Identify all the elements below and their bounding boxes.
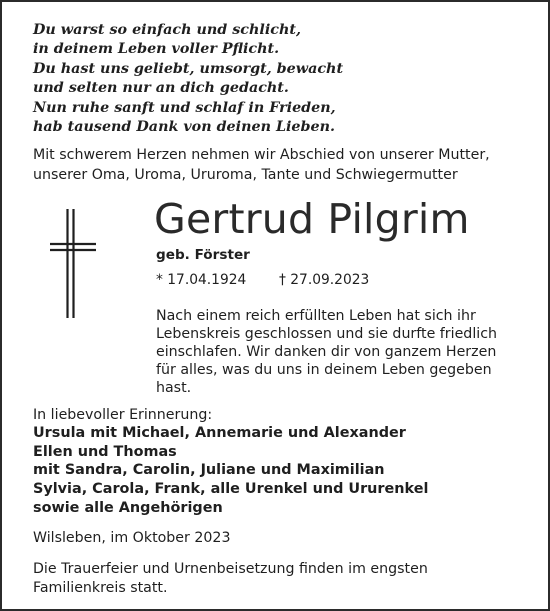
poem-line: in deinem Leben voller Pflicht. (33, 41, 280, 58)
death-date: † 27.09.2023 (279, 272, 370, 288)
mourner-line: Ursula mit Michael, Annemarie und Alexander (33, 425, 406, 441)
mourner-line: Ellen und Thomas (33, 443, 177, 460)
mourner-line: mit Sandra, Carolin, Juliane und Maximilian (33, 462, 385, 479)
tribute-line: hast. (156, 380, 192, 397)
mourner-line: sowie alle Angehörigen (33, 499, 223, 516)
born-name: geb. Förster (156, 247, 250, 263)
poem-line: Nun ruhe sanft und schlaf in Frieden, (33, 99, 336, 116)
tribute-line: Lebenskreis geschlossen und sie durfte friedlich (156, 326, 497, 343)
intro-line: Mit schwerem Herzen nehmen wir Abschied von unserer Mutter, (33, 147, 490, 163)
place-date: Wilsleben, im Oktober 2023 (33, 530, 231, 546)
tribute-line: Nach einem reich erfüllten Leben hat sich ihr (156, 308, 476, 324)
tribute-line: einschlafen. Wir danken dir von ganzem Herzen (156, 344, 497, 361)
poem-line: Du hast uns geliebt, umsorgt, bewacht (33, 60, 344, 77)
poem-line: und selten nur an dich gedacht. (33, 80, 289, 97)
poem (33, 21, 343, 137)
mourners-list (33, 424, 428, 518)
cross-icon (50, 209, 100, 319)
poem-line: Du warst so einfach und schlicht, (33, 22, 301, 38)
mourner-line: Sylvia, Carola, Frank, alle Urenkel und Ururenkel (33, 481, 429, 498)
funeral-notice (33, 560, 428, 598)
poem-line: hab tausend Dank von deinen Lieben. (33, 119, 335, 136)
notice-line: Die Trauerfeier und Urnenbeisetzung finden im engsten (33, 561, 428, 577)
tribute-text (156, 307, 497, 397)
tribute-line: für alles, was du uns in deinem Leben gegeben (156, 362, 492, 379)
intro-text (33, 146, 490, 185)
notice-line: Familienkreis statt. (33, 580, 168, 596)
intro-line: unserer Oma, Uroma, Ururoma, Tante und Schwiegermutter (33, 166, 458, 183)
deceased-name: Gertrud Pilgrim (154, 195, 470, 243)
memory-heading: In liebevoller Erinnerung: (33, 407, 213, 423)
birth-date: * 17.04.1924 (156, 272, 247, 288)
